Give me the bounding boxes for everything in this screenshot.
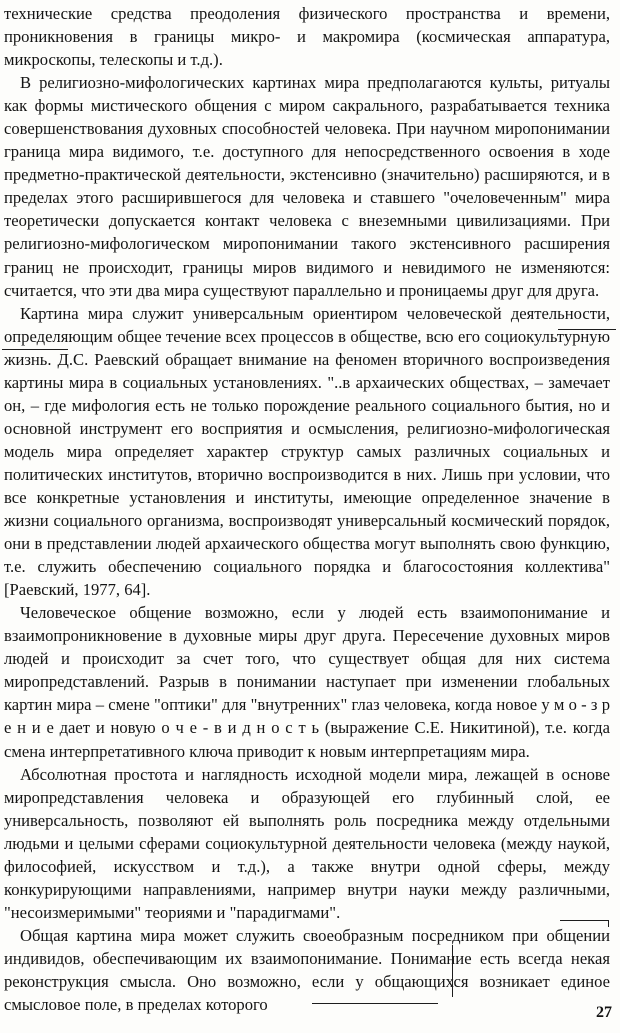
page-number: 27 [596, 1004, 612, 1021]
paragraph-2: В религиозно-мифологических картинах мира предполагаются культы, ритуалы как формы мистического общения с миром сакрального, разрабатывается техника совершенствования духовных способностей человека. При научном миропонимании граница мира видимого, т.е. доступного для непосредственного освоения в ходе предметно-практической деятельности, экстенсивно (значительно) расширяются, и в пределах этого расширившегося для человека и ставшего "очеловеченным" мира теоретически допускается контакт человека с внеземными цивилизациями. При религиозно-мифологическом миропонимании такого экстенсивного расширения границ не происходит, границы миров видимого и невидимого не изменяются: считается, что эти два мира существуют параллельно и проницаемы друг для друга. [4, 73, 610, 300]
handwritten-mark [560, 920, 609, 927]
handwritten-bracket [452, 945, 461, 997]
handwritten-underline [558, 329, 616, 330]
paragraph-6: Общая картина мира может служить своеобразным посредником при общении индивидов, обеспечивающим их взаимопонимание. Понимание есть всегда некая реконструкция смысла. Оно возможно, если у общающихся возникает единое смысловое поле, в пределах которого [4, 925, 610, 1015]
paragraph-3: Картина мира служит универсальным ориентиром человеческой деятельности, определяющим общее течение всех процессов в обществе, всю его социокультурную жизнь. Д.С. Раевский обращает внимание на феномен вторичного воспроизведения картины мира в социальных установлениях. "..в архаических обществах, – замечает он, – где мифология есть не только порождение реального социального бытия, но и основной инструмент его восприятия и осмысления, религиозно-мифологическая модель мира определяет характер структур самых различных социальных и политических институтов, вторично воспроизводится в них. Лишь при условии, что все конкретные установления и институты, имеющие определенное значение в жизни социального организма, воспроизводят универсальный космический порядок, они в представлении людей архаического общества могут выполнять свою функцию, т.е. служить обеспечению социального порядка и благосостояния коллектива" [Раевский, 1977, 64]. [4, 303, 610, 600]
paragraph-5: Абсолютная простота и наглядность исходной модели мира, лежащей в основе миропредставления человека и образующей его глубинный слой, ее универсальность, позволяют ей выполнять роль посредника между отдельными людьми и целыми сферами социокультурной деятельности человека (между наукой, философией, искусством и т.д.), а также внутри одной сферы, между конкурирующими направлениями, например внутри науки между различными, "несоизмеримыми" теориями и "парадигмами". [4, 764, 610, 922]
handwritten-underline [2, 349, 68, 350]
handwritten-underline [312, 1003, 438, 1004]
paragraph-4: Человеческое общение возможно, если у людей есть взаимопонимание и взаимопроникновение в духовные миры друг друга. Пересечение духовных миров людей и происходит за счет того, что существует общая для них система миропредставлений. Разрыв в понимании наступает при изменении глобальных картин мира – смене "оптики" для "внутренних" глаз человека, когда новое у м о - з р е н и е дает и новую о ч е - в и д н о с т ь (выражение С.Е. Никитиной), т.е. когда смена интерпретативного ключа приводит к новым интерпретациям мира. [4, 603, 610, 761]
page-body-text [4, 2, 610, 1016]
paragraph-1: технические средства преодоления физического пространства и времени, проникновения в границы микро- и макромира (космическая аппаратура, микроскопы, телескопы и т.д.). [4, 4, 610, 70]
